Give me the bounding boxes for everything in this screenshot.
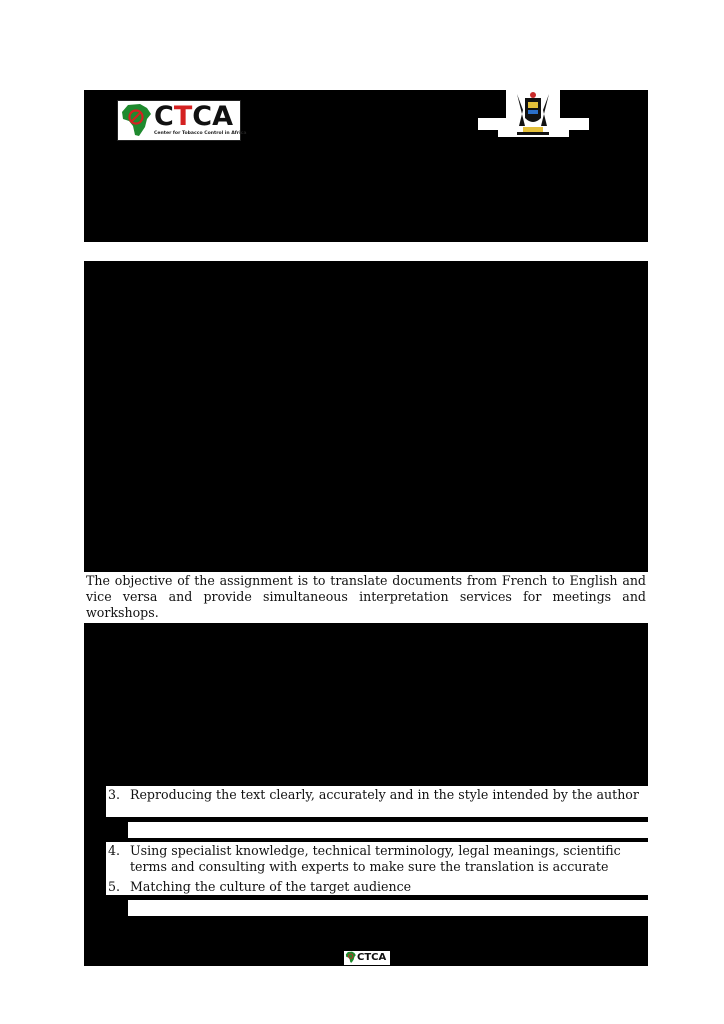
redacted-list-margin: [84, 786, 106, 966]
list-item-number: 4.: [108, 843, 121, 858]
redaction-line: [106, 838, 648, 842]
university-crest: [478, 90, 589, 148]
objective-paragraph: The objective of the assignment is to translate documents from French to English and vice versa and provide simultaneous interpretation services for meetings and workshops.: [86, 573, 646, 620]
redaction-line: [106, 817, 648, 822]
list-item-text: Matching the culture of the target audience: [130, 879, 412, 894]
africa-map-icon: [345, 951, 357, 964]
footer-ctca-logo: [344, 951, 390, 965]
list-item: [108, 843, 640, 875]
list-item: [108, 787, 640, 803]
list-item-text: Using specialist knowledge, technical terminology, legal meanings, scientific terms and consulting with experts to make sure the translation is accurate: [130, 843, 621, 874]
coat-of-arms-icon: [511, 90, 555, 136]
logo-brand-text: CTCA: [154, 101, 233, 132]
redaction-line: [106, 895, 648, 900]
ctca-logo: [117, 100, 247, 141]
list-item: [108, 879, 640, 895]
redacted-section-block: [84, 623, 648, 786]
list-item-number: 5.: [108, 879, 121, 894]
logo-subtitle: Center for Tobacco Control in Africa: [154, 131, 247, 136]
redaction-line: [106, 900, 128, 916]
redaction-line: [106, 822, 128, 838]
africa-map-icon: [120, 102, 154, 140]
list-item-text: Reproducing the text clearly, accurately and in the style intended by the author: [130, 787, 639, 802]
redacted-body-block: [84, 261, 648, 572]
list-item-number: 3.: [108, 787, 121, 802]
footer-logo-text: CTCA: [357, 952, 387, 963]
